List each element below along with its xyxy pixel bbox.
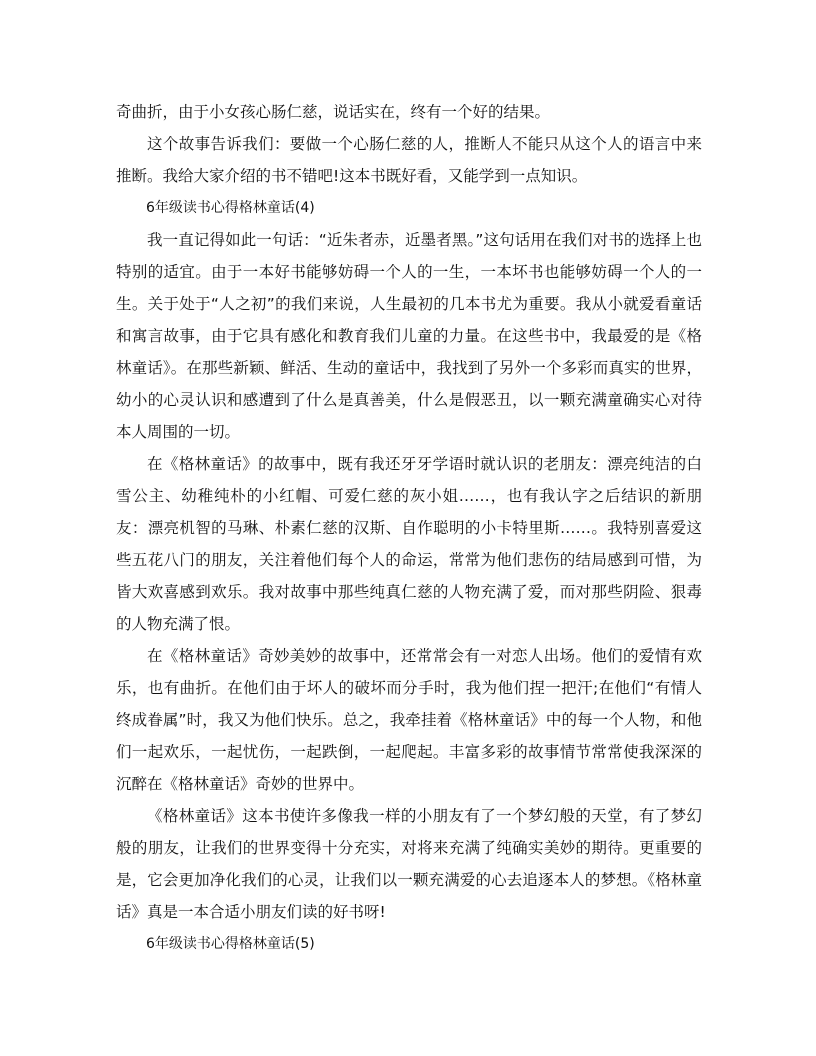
paragraph-1: 我一直记得如此一句话：“近朱者赤，近墨者黑。”这句话用在我们对书的选择上也特别的适宜。由于一本好书能够妨碍一个人的一生，一本坏书也能够妨碍一个人的一生。关于处于“人之初”的我们来说，人生最初的几本书尤为重要。我从小就爱看童话和寓言故事，由于它具有感化和教育我们儿童的力量。在这些书中，我最爱的是《格林童话》。在那些新颖、鲜活、生动的童话中，我找到了另外一个多彩而真实的世界，幼小的心灵认识和感遭到了什么是真善美，什么是假恶丑，以一颗充满童确实心对待本人周围的一切。 (116, 231, 702, 441)
section-heading-4: 6年级读书心得格林童话(4) (146, 200, 315, 216)
paragraph-2: 在《格林童话》的故事中，既有我还牙牙学语时就认识的老朋友：漂亮纯洁的白雪公主、幼稚纯朴的小红帽、可爱仁慈的灰小姐……，也有我认字之后结识的新朋友：漂亮机智的马琳、朴素仁慈的汉斯、自作聪明的小卡特里斯……。我特别喜爱这些五花八门的朋友，关注着他们每个人的命运，常常为他们悲伤的结局感到可惜，为皆大欢喜感到欢乐。我对故事中那些纯真仁慈的人物充满了爱，而对那些阴险、狠毒的人物充满了恨。 (116, 455, 702, 633)
document-page (116, 96, 702, 960)
paragraph-3: 在《格林童话》奇妙美妙的故事中，还常常会有一对恋人出场。他们的爱情有欢乐，也有曲折。在他们由于坏人的破坏而分手时，我为他们捏一把汗;在他们“有情人终成眷属”时，我又为他们快乐。总之，我牵挂着《格林童话》中的每一个人物，和他们一起欢乐，一起忧伤，一起跌倒，一起爬起。丰富多彩的故事情节常常使我深深的沉醉在《格林童话》奇妙的世界中。 (116, 647, 702, 793)
paragraph-4: 《格林童话》这本书使许多像我一样的小朋友有了一个梦幻般的天堂，有了梦幻般的朋友，让我们的世界变得十分充实，对将来充满了纯确实美妙的期待。更重要的是，它会更加净化我们的心灵，让我们以一颗充满爱的心去追逐本人的梦想。《格林童话》真是一本合适小朋友们读的好书呀! (116, 807, 702, 921)
section-heading-5: 6年级读书心得格林童话(5) (146, 936, 315, 952)
paragraph-continuation: 奇曲折，由于小女孩心肠仁慈，说话实在，终有一个好的结果。 (116, 103, 551, 121)
paragraph-lesson: 这个故事告诉我们：要做一个心肠仁慈的人，推断人不能只从这个人的语言中来推断。我给大家介绍的书不错吧!这本书既好看，又能学到一点知识。 (116, 135, 702, 185)
